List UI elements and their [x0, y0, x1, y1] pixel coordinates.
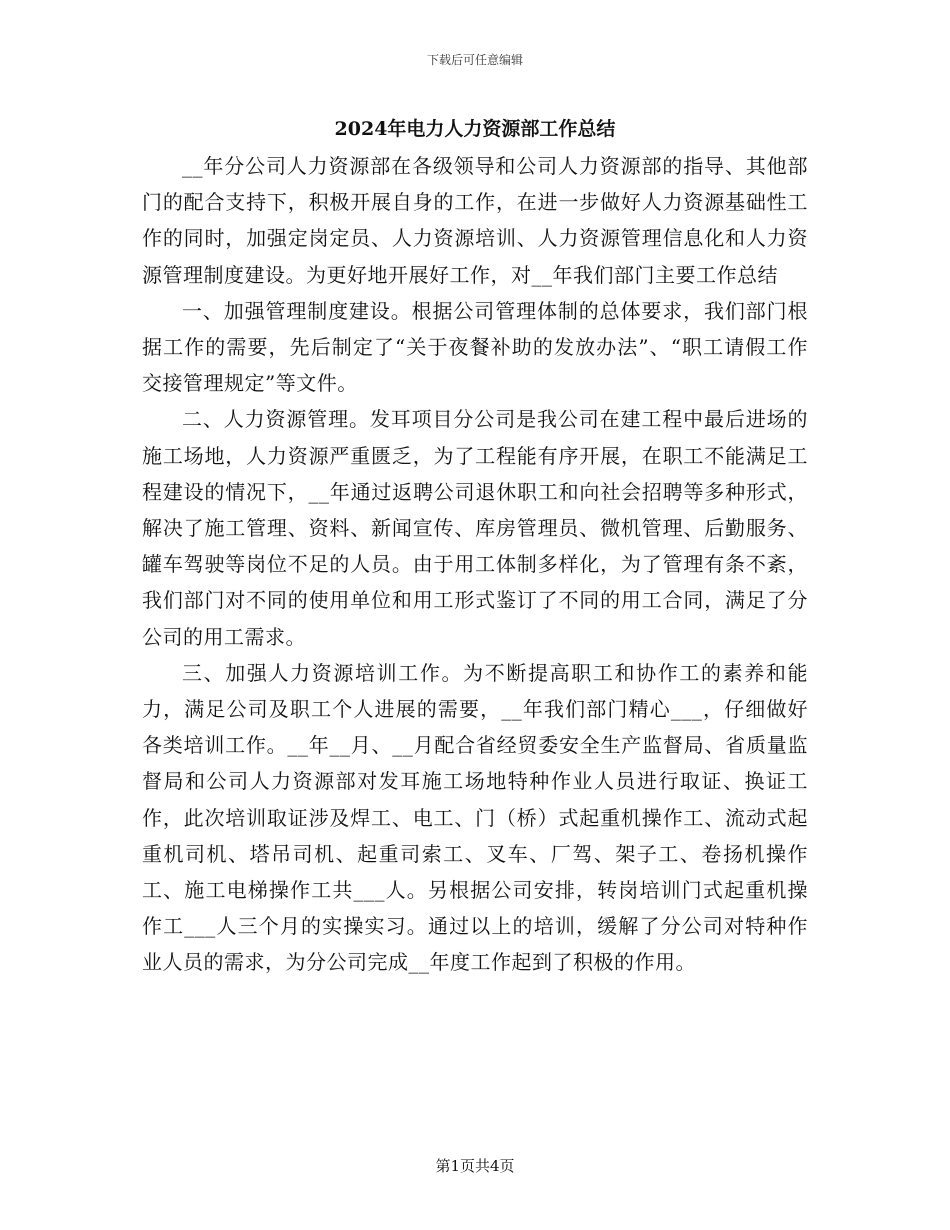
- document-title: 2024年电力人力资源部工作总结: [334, 118, 616, 140]
- header-note: 下载后可任意编辑: [426, 53, 523, 67]
- paragraph-intro: __年分公司人力资源部在各级领导和公司人力资源部的指导、其他部门的配合支持下，积极开展自身的工作，在进一步做好人力资源基础性工作的同时，加强定岗定员、人力资源培训、人力资源管理信息化和人力资源管理制度建设。为更好地开展好工作，对__年我们部门主要工作总结: [142, 154, 808, 287]
- page-number-footer: 第1页共4页: [435, 1157, 515, 1175]
- paragraph-section-3: 三、加强人力资源培训工作。为不断提高职工和协作工的素养和能力，满足公司及职工个人进展的需要，__年我们部门精心___，仔细做好各类培训工作。__年__月、__月配合省经贸委安全生产监督局、省质量监督局和公司人力资源部对发耳施工场地特种作业人员进行取证、换证工作，此次培训取证涉及焊工、电工、门（桥）式起重机操作工、流动式起重机司机、塔吊司机、起重司索工、叉车、厂驾、架子工、卷扬机操作工、施工电梯操作工共___人。另根据公司安排，转岗培训门式起重机操作工___人三个月的实操实习。通过以上的培训，缓解了分公司对特种作业人员的需求，为分公司完成__年度工作起到了积极的作用。: [142, 660, 808, 975]
- paragraph-section-1: 一、加强管理制度建设。根据公司管理体制的总体要求，我们部门根据工作的需要，先后制定了“关于夜餐补助的发放办法”、“职工请假工作交接管理规定”等文件。: [142, 298, 808, 396]
- document-body: [142, 148, 808, 981]
- paragraph-section-2: 二、人力资源管理。发耳项目分公司是我公司在建工程中最后进场的施工场地，人力资源严重匮乏，为了工程能有序开展，在职工不能满足工程建设的情况下，__年通过返聘公司退休职工和向社会招聘等多种形式，解决了施工管理、资料、新闻宣传、库房管理员、微机管理、后勤服务、罐车驾驶等岗位不足的人员。由于用工体制多样化，为了管理有条不紊，我们部门对不同的使用单位和用工形式鉴订了不同的用工合同，满足了分公司的用工需求。: [142, 407, 808, 649]
